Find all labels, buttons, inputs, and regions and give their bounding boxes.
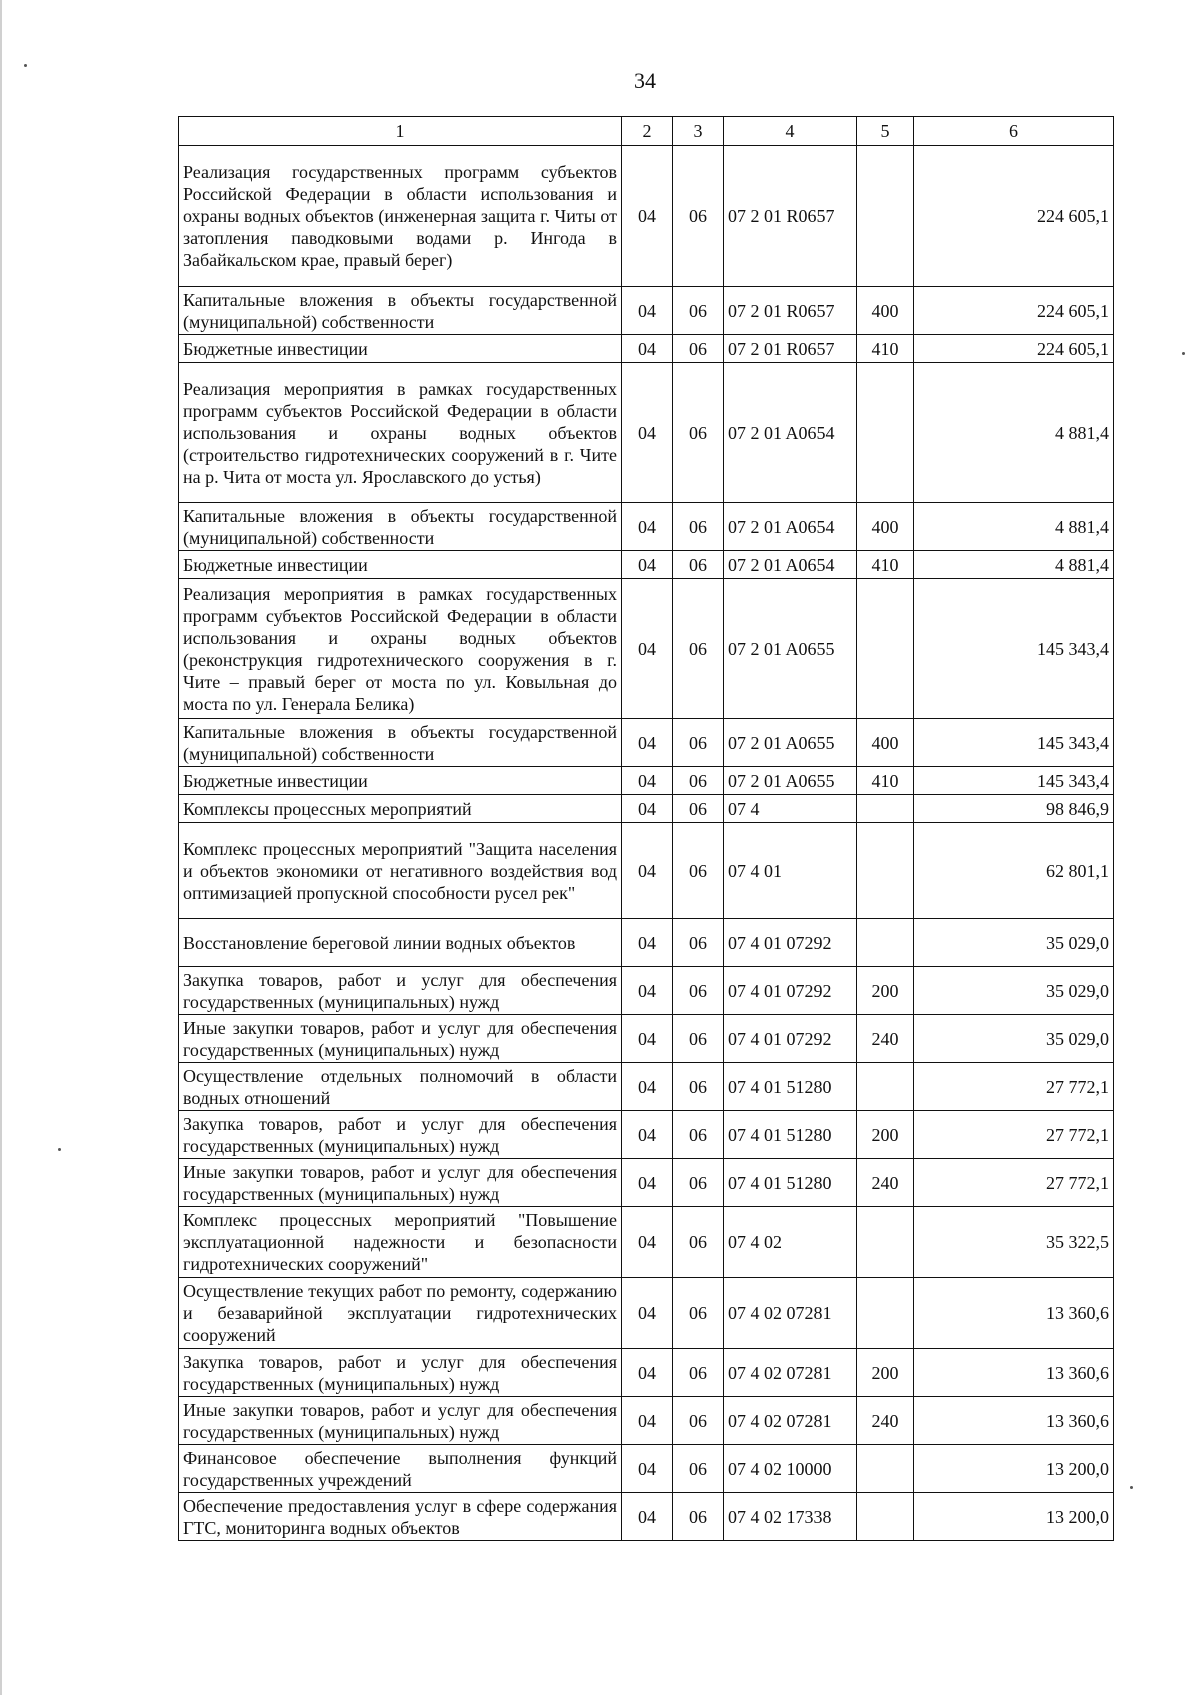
row-target-article: 07 4 01 51280 <box>724 1063 857 1111</box>
row-section: 04 <box>622 919 673 967</box>
row-name: Бюджетные инвестиции <box>179 335 622 363</box>
row-name: Комплекс процессных мероприятий "Защита населения и объектов экономики от негативного воздействия вод оптимизацией пропускной способности русел рек" <box>179 823 622 919</box>
row-amount: 13 360,6 <box>914 1349 1114 1397</box>
table-row <box>179 287 1114 335</box>
table-row <box>179 579 1114 719</box>
row-name: Закупка товаров, работ и услуг для обеспечения государственных (муниципальных) нужд <box>179 967 622 1015</box>
scan-speck <box>58 1148 61 1151</box>
row-section: 04 <box>622 795 673 823</box>
row-expense-type <box>857 1278 914 1349</box>
row-target-article: 07 4 01 07292 <box>724 967 857 1015</box>
row-amount: 145 343,4 <box>914 767 1114 795</box>
row-target-article: 07 2 01 A0654 <box>724 363 857 503</box>
header-cell-section: 2 <box>622 117 673 146</box>
row-subsection: 06 <box>673 823 724 919</box>
row-amount: 13 200,0 <box>914 1445 1114 1493</box>
row-expense-type: 200 <box>857 1349 914 1397</box>
row-name: Реализация мероприятия в рамках государственных программ субъектов Российской Федерации в области использования и охраны водных объектов (реконструкция гидротехнического сооружения в г. Чите – правый берег от моста по ул. Ковыльная до моста по ул. Генерала Белика) <box>179 579 622 719</box>
row-target-article: 07 2 01 A0654 <box>724 551 857 579</box>
row-amount: 145 343,4 <box>914 579 1114 719</box>
row-target-article: 07 4 01 <box>724 823 857 919</box>
row-target-article: 07 4 02 07281 <box>724 1397 857 1445</box>
row-amount: 224 605,1 <box>914 287 1114 335</box>
table-row <box>179 1493 1114 1541</box>
row-name: Иные закупки товаров, работ и услуг для обеспечения государственных (муниципальных) нужд <box>179 1397 622 1445</box>
row-name: Бюджетные инвестиции <box>179 767 622 795</box>
row-subsection: 06 <box>673 287 724 335</box>
row-amount: 27 772,1 <box>914 1111 1114 1159</box>
row-expense-type: 240 <box>857 1397 914 1445</box>
row-name: Комплексы процессных мероприятий <box>179 795 622 823</box>
table-row <box>179 363 1114 503</box>
row-name: Закупка товаров, работ и услуг для обеспечения государственных (муниципальных) нужд <box>179 1349 622 1397</box>
row-section: 04 <box>622 719 673 767</box>
row-subsection: 06 <box>673 1397 724 1445</box>
table-row <box>179 795 1114 823</box>
header-cell-target-article: 4 <box>724 117 857 146</box>
row-expense-type <box>857 823 914 919</box>
row-expense-type: 410 <box>857 335 914 363</box>
scan-edge-line <box>0 0 2 1695</box>
row-amount: 224 605,1 <box>914 146 1114 287</box>
row-expense-type <box>857 579 914 719</box>
row-name: Закупка товаров, работ и услуг для обеспечения государственных (муниципальных) нужд <box>179 1111 622 1159</box>
row-subsection: 06 <box>673 503 724 551</box>
row-name: Иные закупки товаров, работ и услуг для обеспечения государственных (муниципальных) нужд <box>179 1159 622 1207</box>
row-section: 04 <box>622 503 673 551</box>
row-amount: 145 343,4 <box>914 719 1114 767</box>
header-cell-expense-type: 5 <box>857 117 914 146</box>
row-name: Капитальные вложения в объекты государственной (муниципальной) собственности <box>179 719 622 767</box>
row-target-article: 07 2 01 A0654 <box>724 503 857 551</box>
row-target-article: 07 4 01 51280 <box>724 1111 857 1159</box>
row-target-article: 07 2 01 A0655 <box>724 579 857 719</box>
row-target-article: 07 4 01 07292 <box>724 1015 857 1063</box>
table-row <box>179 1445 1114 1493</box>
row-section: 04 <box>622 551 673 579</box>
row-subsection: 06 <box>673 1111 724 1159</box>
row-section: 04 <box>622 1159 673 1207</box>
row-target-article: 07 2 01 R0657 <box>724 335 857 363</box>
row-subsection: 06 <box>673 1159 724 1207</box>
row-target-article: 07 4 02 10000 <box>724 1445 857 1493</box>
table-row <box>179 967 1114 1015</box>
row-expense-type: 200 <box>857 1111 914 1159</box>
row-subsection: 06 <box>673 719 724 767</box>
row-amount: 13 200,0 <box>914 1493 1114 1541</box>
row-section: 04 <box>622 767 673 795</box>
row-amount: 35 029,0 <box>914 919 1114 967</box>
row-subsection: 06 <box>673 551 724 579</box>
row-name: Комплекс процессных мероприятий "Повышение эксплуатационной надежности и безопасности гидротехнических сооружений" <box>179 1207 622 1278</box>
table-row <box>179 1278 1114 1349</box>
row-subsection: 06 <box>673 1493 724 1541</box>
row-amount: 27 772,1 <box>914 1159 1114 1207</box>
row-amount: 62 801,1 <box>914 823 1114 919</box>
row-name: Реализация мероприятия в рамках государственных программ субъектов Российской Федерации в области использования и охраны водных объектов (строительство гидротехнических сооружений в г. Чите на р. Чита от моста ул. Ярославского до устья) <box>179 363 622 503</box>
row-expense-type: 400 <box>857 503 914 551</box>
row-section: 04 <box>622 287 673 335</box>
row-target-article: 07 4 01 07292 <box>724 919 857 967</box>
row-subsection: 06 <box>673 919 724 967</box>
row-name: Иные закупки товаров, работ и услуг для обеспечения государственных (муниципальных) нужд <box>179 1015 622 1063</box>
row-expense-type <box>857 363 914 503</box>
row-expense-type: 240 <box>857 1159 914 1207</box>
table-row <box>179 1015 1114 1063</box>
scan-speck <box>1130 1486 1133 1489</box>
table-row <box>179 1159 1114 1207</box>
row-section: 04 <box>622 1397 673 1445</box>
row-expense-type: 400 <box>857 287 914 335</box>
row-name: Бюджетные инвестиции <box>179 551 622 579</box>
row-subsection: 06 <box>673 1015 724 1063</box>
table-row <box>179 1397 1114 1445</box>
row-target-article: 07 2 01 A0655 <box>724 719 857 767</box>
row-name: Финансовое обеспечение выполнения функций государственных учреждений <box>179 1445 622 1493</box>
row-section: 04 <box>622 1111 673 1159</box>
row-amount: 98 846,9 <box>914 795 1114 823</box>
row-subsection: 06 <box>673 1207 724 1278</box>
row-amount: 4 881,4 <box>914 551 1114 579</box>
row-name: Осуществление текущих работ по ремонту, содержанию и безаварийной эксплуатации гидротехнических сооружений <box>179 1278 622 1349</box>
scan-speck <box>1182 352 1185 355</box>
row-section: 04 <box>622 1493 673 1541</box>
row-section: 04 <box>622 967 673 1015</box>
table-row <box>179 551 1114 579</box>
row-name: Восстановление береговой линии водных объектов <box>179 919 622 967</box>
row-target-article: 07 4 <box>724 795 857 823</box>
row-section: 04 <box>622 335 673 363</box>
row-target-article: 07 2 01 R0657 <box>724 287 857 335</box>
row-amount: 27 772,1 <box>914 1063 1114 1111</box>
row-expense-type <box>857 795 914 823</box>
row-expense-type <box>857 1207 914 1278</box>
row-section: 04 <box>622 363 673 503</box>
row-section: 04 <box>622 1063 673 1111</box>
row-amount: 35 322,5 <box>914 1207 1114 1278</box>
header-cell-name: 1 <box>179 117 622 146</box>
table-row <box>179 1349 1114 1397</box>
row-expense-type <box>857 1493 914 1541</box>
row-subsection: 06 <box>673 1445 724 1493</box>
row-section: 04 <box>622 1349 673 1397</box>
row-target-article: 07 4 02 07281 <box>724 1349 857 1397</box>
row-subsection: 06 <box>673 579 724 719</box>
row-subsection: 06 <box>673 363 724 503</box>
row-expense-type: 410 <box>857 767 914 795</box>
row-amount: 4 881,4 <box>914 363 1114 503</box>
scan-speck <box>24 64 27 67</box>
row-subsection: 06 <box>673 335 724 363</box>
row-section: 04 <box>622 146 673 287</box>
row-name: Реализация государственных программ субъектов Российской Федерации в области использования и охраны водных объектов (инженерная защита г. Читы от затопления паводковыми водами р. Ингода в Забайкальском крае, правый берег) <box>179 146 622 287</box>
row-amount: 13 360,6 <box>914 1278 1114 1349</box>
row-target-article: 07 4 02 <box>724 1207 857 1278</box>
row-target-article: 07 4 02 17338 <box>724 1493 857 1541</box>
row-amount: 35 029,0 <box>914 1015 1114 1063</box>
row-section: 04 <box>622 1278 673 1349</box>
row-subsection: 06 <box>673 967 724 1015</box>
row-amount: 13 360,6 <box>914 1397 1114 1445</box>
table-row <box>179 503 1114 551</box>
row-subsection: 06 <box>673 146 724 287</box>
row-section: 04 <box>622 823 673 919</box>
row-name: Капитальные вложения в объекты государственной (муниципальной) собственности <box>179 503 622 551</box>
row-subsection: 06 <box>673 795 724 823</box>
row-subsection: 06 <box>673 1349 724 1397</box>
table-row <box>179 767 1114 795</box>
row-subsection: 06 <box>673 1278 724 1349</box>
row-expense-type: 410 <box>857 551 914 579</box>
table-row <box>179 823 1114 919</box>
row-expense-type: 200 <box>857 967 914 1015</box>
table-row <box>179 1111 1114 1159</box>
table-row <box>179 719 1114 767</box>
row-section: 04 <box>622 1207 673 1278</box>
table-row <box>179 919 1114 967</box>
table-row <box>179 335 1114 363</box>
row-amount: 35 029,0 <box>914 967 1114 1015</box>
row-target-article: 07 4 02 07281 <box>724 1278 857 1349</box>
header-cell-amount: 6 <box>914 117 1114 146</box>
row-expense-type <box>857 1063 914 1111</box>
row-amount: 224 605,1 <box>914 335 1114 363</box>
table-row <box>179 1207 1114 1278</box>
row-section: 04 <box>622 1445 673 1493</box>
table-header-row <box>179 117 1114 146</box>
row-amount: 4 881,4 <box>914 503 1114 551</box>
row-subsection: 06 <box>673 767 724 795</box>
row-name: Осуществление отдельных полномочий в области водных отношений <box>179 1063 622 1111</box>
row-expense-type: 400 <box>857 719 914 767</box>
header-cell-subsection: 3 <box>673 117 724 146</box>
row-section: 04 <box>622 1015 673 1063</box>
row-target-article: 07 2 01 A0655 <box>724 767 857 795</box>
row-expense-type <box>857 146 914 287</box>
budget-allocation-table <box>178 116 1114 1541</box>
row-subsection: 06 <box>673 1063 724 1111</box>
table-row <box>179 146 1114 287</box>
row-expense-type <box>857 1445 914 1493</box>
row-name: Обеспечение предоставления услуг в сфере содержания ГТС, мониторинга водных объектов <box>179 1493 622 1541</box>
row-target-article: 07 2 01 R0657 <box>724 146 857 287</box>
row-expense-type <box>857 919 914 967</box>
page-number: 34 <box>634 68 656 93</box>
row-target-article: 07 4 01 51280 <box>724 1159 857 1207</box>
row-expense-type: 240 <box>857 1015 914 1063</box>
row-name: Капитальные вложения в объекты государственной (муниципальной) собственности <box>179 287 622 335</box>
table-row <box>179 1063 1114 1111</box>
row-section: 04 <box>622 579 673 719</box>
